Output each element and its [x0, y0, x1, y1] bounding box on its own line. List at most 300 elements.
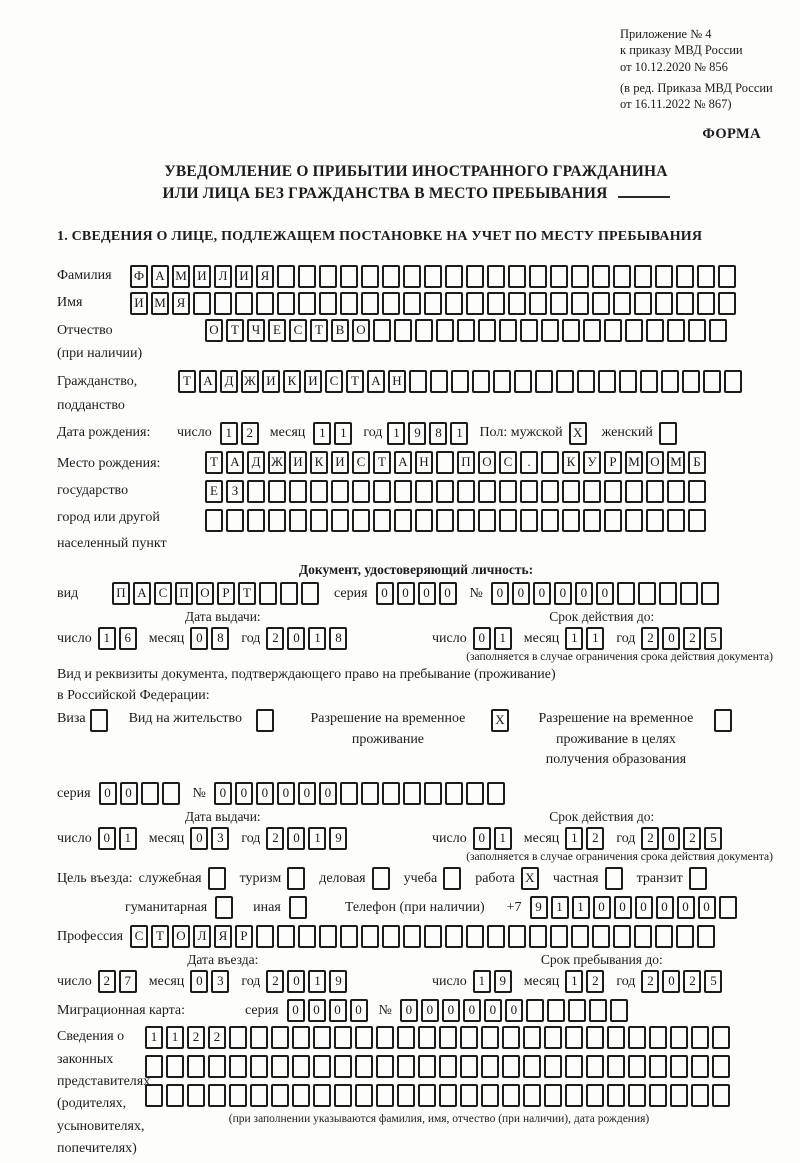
char-cell[interactable]: 0 — [308, 999, 326, 1022]
char-cell[interactable]: И — [331, 451, 349, 474]
char-cell[interactable] — [604, 319, 622, 342]
char-cell[interactable]: 1 — [119, 827, 137, 850]
char-cell[interactable] — [508, 265, 526, 288]
char-cell[interactable]: 0 — [473, 827, 491, 850]
char-cell[interactable]: 0 — [484, 999, 502, 1022]
char-cell[interactable]: 6 — [119, 627, 137, 650]
char-cell[interactable]: 1 — [220, 422, 238, 445]
char-cell[interactable]: А — [151, 265, 169, 288]
char-cell[interactable] — [634, 265, 652, 288]
char-cell[interactable] — [682, 370, 700, 393]
char-cell[interactable] — [589, 999, 607, 1022]
char-cell[interactable] — [478, 319, 496, 342]
char-cell[interactable] — [259, 582, 277, 605]
char-cell[interactable] — [562, 509, 580, 532]
char-cell[interactable] — [229, 1055, 247, 1078]
char-cell[interactable]: К — [562, 451, 580, 474]
char-cell[interactable]: 1 — [145, 1026, 163, 1049]
char-cell[interactable]: 0 — [120, 782, 138, 805]
char-cell[interactable]: 1 — [98, 627, 116, 650]
char-cell[interactable] — [550, 265, 568, 288]
char-cell[interactable] — [712, 1055, 730, 1078]
char-cell[interactable]: 0 — [287, 627, 305, 650]
char-cell[interactable] — [226, 509, 244, 532]
char-cell[interactable] — [256, 925, 274, 948]
char-cell[interactable]: П — [457, 451, 475, 474]
purpose-private-checkbox[interactable] — [605, 867, 623, 890]
char-cell[interactable] — [340, 782, 358, 805]
char-cell[interactable] — [646, 319, 664, 342]
char-cell[interactable] — [313, 1026, 331, 1049]
purpose-official-checkbox[interactable] — [208, 867, 226, 890]
char-cell[interactable] — [586, 1084, 604, 1107]
char-cell[interactable] — [691, 1084, 709, 1107]
char-cell[interactable] — [373, 509, 391, 532]
char-cell[interactable]: 2 — [98, 970, 116, 993]
char-cell[interactable] — [703, 370, 721, 393]
char-cell[interactable] — [649, 1084, 667, 1107]
char-cell[interactable]: 2 — [683, 970, 701, 993]
char-cell[interactable] — [688, 509, 706, 532]
char-cell[interactable] — [646, 509, 664, 532]
char-cell[interactable] — [520, 319, 538, 342]
char-cell[interactable] — [493, 370, 511, 393]
char-cell[interactable]: 0 — [505, 999, 523, 1022]
char-cell[interactable]: 0 — [439, 582, 457, 605]
char-cell[interactable] — [247, 480, 265, 503]
char-cell[interactable]: Л — [214, 265, 232, 288]
char-cell[interactable] — [331, 509, 349, 532]
char-cell[interactable] — [403, 265, 421, 288]
char-cell[interactable]: 0 — [662, 827, 680, 850]
char-cell[interactable]: Ж — [241, 370, 259, 393]
char-cell[interactable] — [634, 292, 652, 315]
char-cell[interactable] — [430, 370, 448, 393]
char-cell[interactable] — [628, 1084, 646, 1107]
char-cell[interactable]: 9 — [329, 970, 347, 993]
char-cell[interactable] — [162, 782, 180, 805]
char-cell[interactable] — [141, 782, 159, 805]
char-cell[interactable]: 1 — [572, 896, 590, 919]
char-cell[interactable]: 0 — [400, 999, 418, 1022]
char-cell[interactable] — [355, 1055, 373, 1078]
char-cell[interactable] — [331, 480, 349, 503]
char-cell[interactable] — [712, 1084, 730, 1107]
char-cell[interactable] — [415, 480, 433, 503]
char-cell[interactable] — [256, 292, 274, 315]
char-cell[interactable]: 5 — [704, 627, 722, 650]
char-cell[interactable] — [541, 451, 559, 474]
char-cell[interactable] — [571, 265, 589, 288]
char-cell[interactable]: 5 — [704, 970, 722, 993]
char-cell[interactable]: 1 — [494, 827, 512, 850]
residence-permit-checkbox[interactable] — [256, 709, 274, 732]
char-cell[interactable] — [466, 265, 484, 288]
char-cell[interactable] — [676, 925, 694, 948]
char-cell[interactable] — [247, 509, 265, 532]
char-cell[interactable] — [187, 1084, 205, 1107]
char-cell[interactable]: 1 — [308, 627, 326, 650]
char-cell[interactable] — [571, 292, 589, 315]
char-cell[interactable] — [529, 292, 547, 315]
char-cell[interactable] — [445, 265, 463, 288]
char-cell[interactable]: 0 — [376, 582, 394, 605]
char-cell[interactable]: 2 — [187, 1026, 205, 1049]
char-cell[interactable] — [298, 265, 316, 288]
char-cell[interactable]: 2 — [208, 1026, 226, 1049]
char-cell[interactable]: М — [625, 451, 643, 474]
char-cell[interactable]: С — [352, 451, 370, 474]
temp-residence-checkbox[interactable]: X — [491, 709, 509, 732]
char-cell[interactable] — [529, 925, 547, 948]
char-cell[interactable]: 0 — [287, 970, 305, 993]
char-cell[interactable] — [670, 1026, 688, 1049]
char-cell[interactable] — [208, 1055, 226, 1078]
char-cell[interactable]: 0 — [287, 827, 305, 850]
char-cell[interactable] — [565, 1055, 583, 1078]
char-cell[interactable] — [334, 1055, 352, 1078]
char-cell[interactable] — [638, 582, 656, 605]
char-cell[interactable]: О — [478, 451, 496, 474]
char-cell[interactable] — [361, 782, 379, 805]
char-cell[interactable] — [583, 480, 601, 503]
char-cell[interactable]: 1 — [565, 970, 583, 993]
char-cell[interactable] — [667, 480, 685, 503]
char-cell[interactable]: 9 — [494, 970, 512, 993]
char-cell[interactable] — [709, 319, 727, 342]
char-cell[interactable] — [556, 370, 574, 393]
char-cell[interactable] — [277, 925, 295, 948]
purpose-tourism-checkbox[interactable] — [287, 867, 305, 890]
char-cell[interactable] — [457, 480, 475, 503]
char-cell[interactable] — [382, 292, 400, 315]
char-cell[interactable] — [676, 292, 694, 315]
char-cell[interactable] — [565, 1084, 583, 1107]
char-cell[interactable]: О — [205, 319, 223, 342]
char-cell[interactable] — [292, 1055, 310, 1078]
char-cell[interactable]: С — [499, 451, 517, 474]
char-cell[interactable] — [481, 1084, 499, 1107]
char-cell[interactable] — [670, 1084, 688, 1107]
char-cell[interactable] — [718, 265, 736, 288]
char-cell[interactable] — [499, 319, 517, 342]
char-cell[interactable]: О — [172, 925, 190, 948]
char-cell[interactable]: У — [583, 451, 601, 474]
char-cell[interactable] — [640, 370, 658, 393]
char-cell[interactable]: 0 — [190, 970, 208, 993]
char-cell[interactable]: М — [667, 451, 685, 474]
char-cell[interactable]: 0 — [656, 896, 674, 919]
char-cell[interactable] — [535, 370, 553, 393]
char-cell[interactable] — [145, 1055, 163, 1078]
char-cell[interactable] — [607, 1055, 625, 1078]
char-cell[interactable]: 0 — [397, 582, 415, 605]
char-cell[interactable] — [619, 370, 637, 393]
char-cell[interactable] — [361, 292, 379, 315]
char-cell[interactable] — [520, 480, 538, 503]
char-cell[interactable] — [697, 265, 715, 288]
char-cell[interactable] — [592, 265, 610, 288]
char-cell[interactable] — [688, 319, 706, 342]
char-cell[interactable]: 2 — [241, 422, 259, 445]
visa-checkbox[interactable] — [90, 709, 108, 732]
char-cell[interactable] — [289, 480, 307, 503]
char-cell[interactable] — [701, 582, 719, 605]
char-cell[interactable] — [502, 1055, 520, 1078]
char-cell[interactable]: И — [235, 265, 253, 288]
char-cell[interactable]: 1 — [308, 827, 326, 850]
char-cell[interactable] — [719, 896, 737, 919]
char-cell[interactable] — [166, 1055, 184, 1078]
char-cell[interactable]: Т — [226, 319, 244, 342]
char-cell[interactable] — [460, 1084, 478, 1107]
char-cell[interactable] — [583, 509, 601, 532]
female-checkbox[interactable] — [659, 422, 677, 445]
char-cell[interactable]: 0 — [662, 970, 680, 993]
char-cell[interactable] — [235, 292, 253, 315]
char-cell[interactable] — [376, 1026, 394, 1049]
char-cell[interactable]: 9 — [329, 827, 347, 850]
char-cell[interactable]: Т — [310, 319, 328, 342]
char-cell[interactable]: О — [352, 319, 370, 342]
char-cell[interactable] — [661, 370, 679, 393]
char-cell[interactable] — [487, 265, 505, 288]
char-cell[interactable] — [397, 1055, 415, 1078]
char-cell[interactable] — [418, 1026, 436, 1049]
char-cell[interactable] — [508, 925, 526, 948]
char-cell[interactable]: 0 — [491, 582, 509, 605]
char-cell[interactable] — [544, 1055, 562, 1078]
char-cell[interactable]: 0 — [593, 896, 611, 919]
purpose-business-checkbox[interactable] — [372, 867, 390, 890]
char-cell[interactable] — [373, 319, 391, 342]
char-cell[interactable]: 0 — [575, 582, 593, 605]
char-cell[interactable]: 1 — [334, 422, 352, 445]
char-cell[interactable] — [604, 509, 622, 532]
char-cell[interactable] — [214, 292, 232, 315]
char-cell[interactable] — [697, 292, 715, 315]
char-cell[interactable] — [340, 265, 358, 288]
male-checkbox[interactable]: X — [569, 422, 587, 445]
char-cell[interactable] — [466, 925, 484, 948]
char-cell[interactable] — [229, 1026, 247, 1049]
char-cell[interactable] — [277, 292, 295, 315]
char-cell[interactable] — [610, 999, 628, 1022]
char-cell[interactable] — [520, 509, 538, 532]
char-cell[interactable]: П — [175, 582, 193, 605]
purpose-humanitarian-checkbox[interactable] — [215, 896, 233, 919]
char-cell[interactable]: Т — [373, 451, 391, 474]
char-cell[interactable] — [397, 1026, 415, 1049]
char-cell[interactable] — [457, 319, 475, 342]
char-cell[interactable] — [646, 480, 664, 503]
char-cell[interactable] — [313, 1084, 331, 1107]
purpose-transit-checkbox[interactable] — [689, 867, 707, 890]
purpose-work-checkbox[interactable]: X — [521, 867, 539, 890]
char-cell[interactable] — [439, 1084, 457, 1107]
char-cell[interactable] — [487, 925, 505, 948]
char-cell[interactable]: 0 — [421, 999, 439, 1022]
char-cell[interactable] — [418, 1055, 436, 1078]
char-cell[interactable] — [424, 782, 442, 805]
char-cell[interactable]: 0 — [190, 627, 208, 650]
char-cell[interactable]: 0 — [473, 627, 491, 650]
char-cell[interactable]: Е — [268, 319, 286, 342]
char-cell[interactable] — [541, 509, 559, 532]
char-cell[interactable] — [292, 1084, 310, 1107]
char-cell[interactable]: Б — [688, 451, 706, 474]
char-cell[interactable] — [382, 782, 400, 805]
char-cell[interactable]: И — [304, 370, 322, 393]
char-cell[interactable] — [712, 1026, 730, 1049]
char-cell[interactable] — [466, 782, 484, 805]
char-cell[interactable] — [313, 1055, 331, 1078]
char-cell[interactable] — [676, 265, 694, 288]
char-cell[interactable] — [319, 292, 337, 315]
char-cell[interactable] — [697, 925, 715, 948]
char-cell[interactable] — [268, 480, 286, 503]
char-cell[interactable]: Т — [238, 582, 256, 605]
char-cell[interactable]: 9 — [408, 422, 426, 445]
char-cell[interactable] — [445, 292, 463, 315]
char-cell[interactable]: А — [133, 582, 151, 605]
char-cell[interactable] — [499, 509, 517, 532]
char-cell[interactable]: 1 — [387, 422, 405, 445]
char-cell[interactable]: П — [112, 582, 130, 605]
char-cell[interactable] — [277, 265, 295, 288]
char-cell[interactable] — [250, 1026, 268, 1049]
char-cell[interactable]: М — [172, 265, 190, 288]
char-cell[interactable]: А — [199, 370, 217, 393]
char-cell[interactable] — [565, 1026, 583, 1049]
char-cell[interactable]: 2 — [641, 627, 659, 650]
char-cell[interactable]: Т — [178, 370, 196, 393]
char-cell[interactable] — [481, 1026, 499, 1049]
char-cell[interactable] — [655, 265, 673, 288]
char-cell[interactable] — [718, 292, 736, 315]
char-cell[interactable]: Я — [256, 265, 274, 288]
char-cell[interactable] — [418, 1084, 436, 1107]
char-cell[interactable] — [617, 582, 635, 605]
char-cell[interactable] — [166, 1084, 184, 1107]
char-cell[interactable] — [649, 1055, 667, 1078]
char-cell[interactable] — [550, 925, 568, 948]
char-cell[interactable]: 1 — [565, 627, 583, 650]
char-cell[interactable] — [340, 292, 358, 315]
char-cell[interactable]: 5 — [704, 827, 722, 850]
char-cell[interactable] — [502, 1026, 520, 1049]
char-cell[interactable] — [607, 1026, 625, 1049]
char-cell[interactable] — [577, 370, 595, 393]
char-cell[interactable] — [445, 782, 463, 805]
char-cell[interactable] — [355, 1026, 373, 1049]
char-cell[interactable] — [541, 319, 559, 342]
char-cell[interactable]: 2 — [683, 827, 701, 850]
char-cell[interactable] — [583, 319, 601, 342]
char-cell[interactable]: 8 — [429, 422, 447, 445]
char-cell[interactable] — [229, 1084, 247, 1107]
char-cell[interactable]: С — [154, 582, 172, 605]
char-cell[interactable] — [424, 925, 442, 948]
purpose-study-checkbox[interactable] — [443, 867, 461, 890]
char-cell[interactable] — [514, 370, 532, 393]
char-cell[interactable] — [472, 370, 490, 393]
char-cell[interactable] — [376, 1055, 394, 1078]
char-cell[interactable] — [436, 319, 454, 342]
char-cell[interactable]: А — [394, 451, 412, 474]
char-cell[interactable] — [529, 265, 547, 288]
char-cell[interactable] — [550, 292, 568, 315]
char-cell[interactable] — [547, 999, 565, 1022]
char-cell[interactable]: 0 — [287, 999, 305, 1022]
char-cell[interactable] — [424, 292, 442, 315]
char-cell[interactable] — [250, 1055, 268, 1078]
char-cell[interactable] — [352, 509, 370, 532]
char-cell[interactable]: 2 — [586, 827, 604, 850]
char-cell[interactable]: 0 — [214, 782, 232, 805]
char-cell[interactable] — [487, 782, 505, 805]
char-cell[interactable]: 1 — [551, 896, 569, 919]
char-cell[interactable] — [439, 1026, 457, 1049]
temp-residence-education-checkbox[interactable] — [714, 709, 732, 732]
char-cell[interactable] — [436, 451, 454, 474]
char-cell[interactable] — [667, 319, 685, 342]
char-cell[interactable] — [466, 292, 484, 315]
char-cell[interactable] — [634, 925, 652, 948]
char-cell[interactable] — [310, 509, 328, 532]
char-cell[interactable] — [403, 925, 421, 948]
char-cell[interactable]: З — [226, 480, 244, 503]
char-cell[interactable]: 0 — [463, 999, 481, 1022]
char-cell[interactable] — [592, 925, 610, 948]
char-cell[interactable] — [271, 1026, 289, 1049]
char-cell[interactable] — [319, 925, 337, 948]
char-cell[interactable]: 0 — [554, 582, 572, 605]
char-cell[interactable]: С — [289, 319, 307, 342]
char-cell[interactable] — [625, 319, 643, 342]
char-cell[interactable]: И — [262, 370, 280, 393]
char-cell[interactable]: 0 — [235, 782, 253, 805]
char-cell[interactable] — [373, 480, 391, 503]
char-cell[interactable] — [655, 925, 673, 948]
char-cell[interactable] — [355, 1084, 373, 1107]
char-cell[interactable] — [667, 509, 685, 532]
char-cell[interactable] — [481, 1055, 499, 1078]
char-cell[interactable]: 2 — [641, 970, 659, 993]
char-cell[interactable]: 0 — [350, 999, 368, 1022]
char-cell[interactable] — [613, 925, 631, 948]
char-cell[interactable]: 0 — [442, 999, 460, 1022]
char-cell[interactable] — [298, 292, 316, 315]
char-cell[interactable] — [586, 1026, 604, 1049]
char-cell[interactable]: 0 — [298, 782, 316, 805]
char-cell[interactable]: Я — [172, 292, 190, 315]
char-cell[interactable] — [523, 1084, 541, 1107]
char-cell[interactable]: Н — [415, 451, 433, 474]
char-cell[interactable]: 0 — [277, 782, 295, 805]
char-cell[interactable] — [598, 370, 616, 393]
char-cell[interactable]: 0 — [677, 896, 695, 919]
char-cell[interactable] — [670, 1055, 688, 1078]
char-cell[interactable] — [628, 1055, 646, 1078]
char-cell[interactable]: Т — [346, 370, 364, 393]
char-cell[interactable] — [403, 292, 421, 315]
char-cell[interactable]: К — [283, 370, 301, 393]
char-cell[interactable] — [568, 999, 586, 1022]
char-cell[interactable] — [292, 1026, 310, 1049]
char-cell[interactable] — [659, 582, 677, 605]
char-cell[interactable]: 1 — [313, 422, 331, 445]
